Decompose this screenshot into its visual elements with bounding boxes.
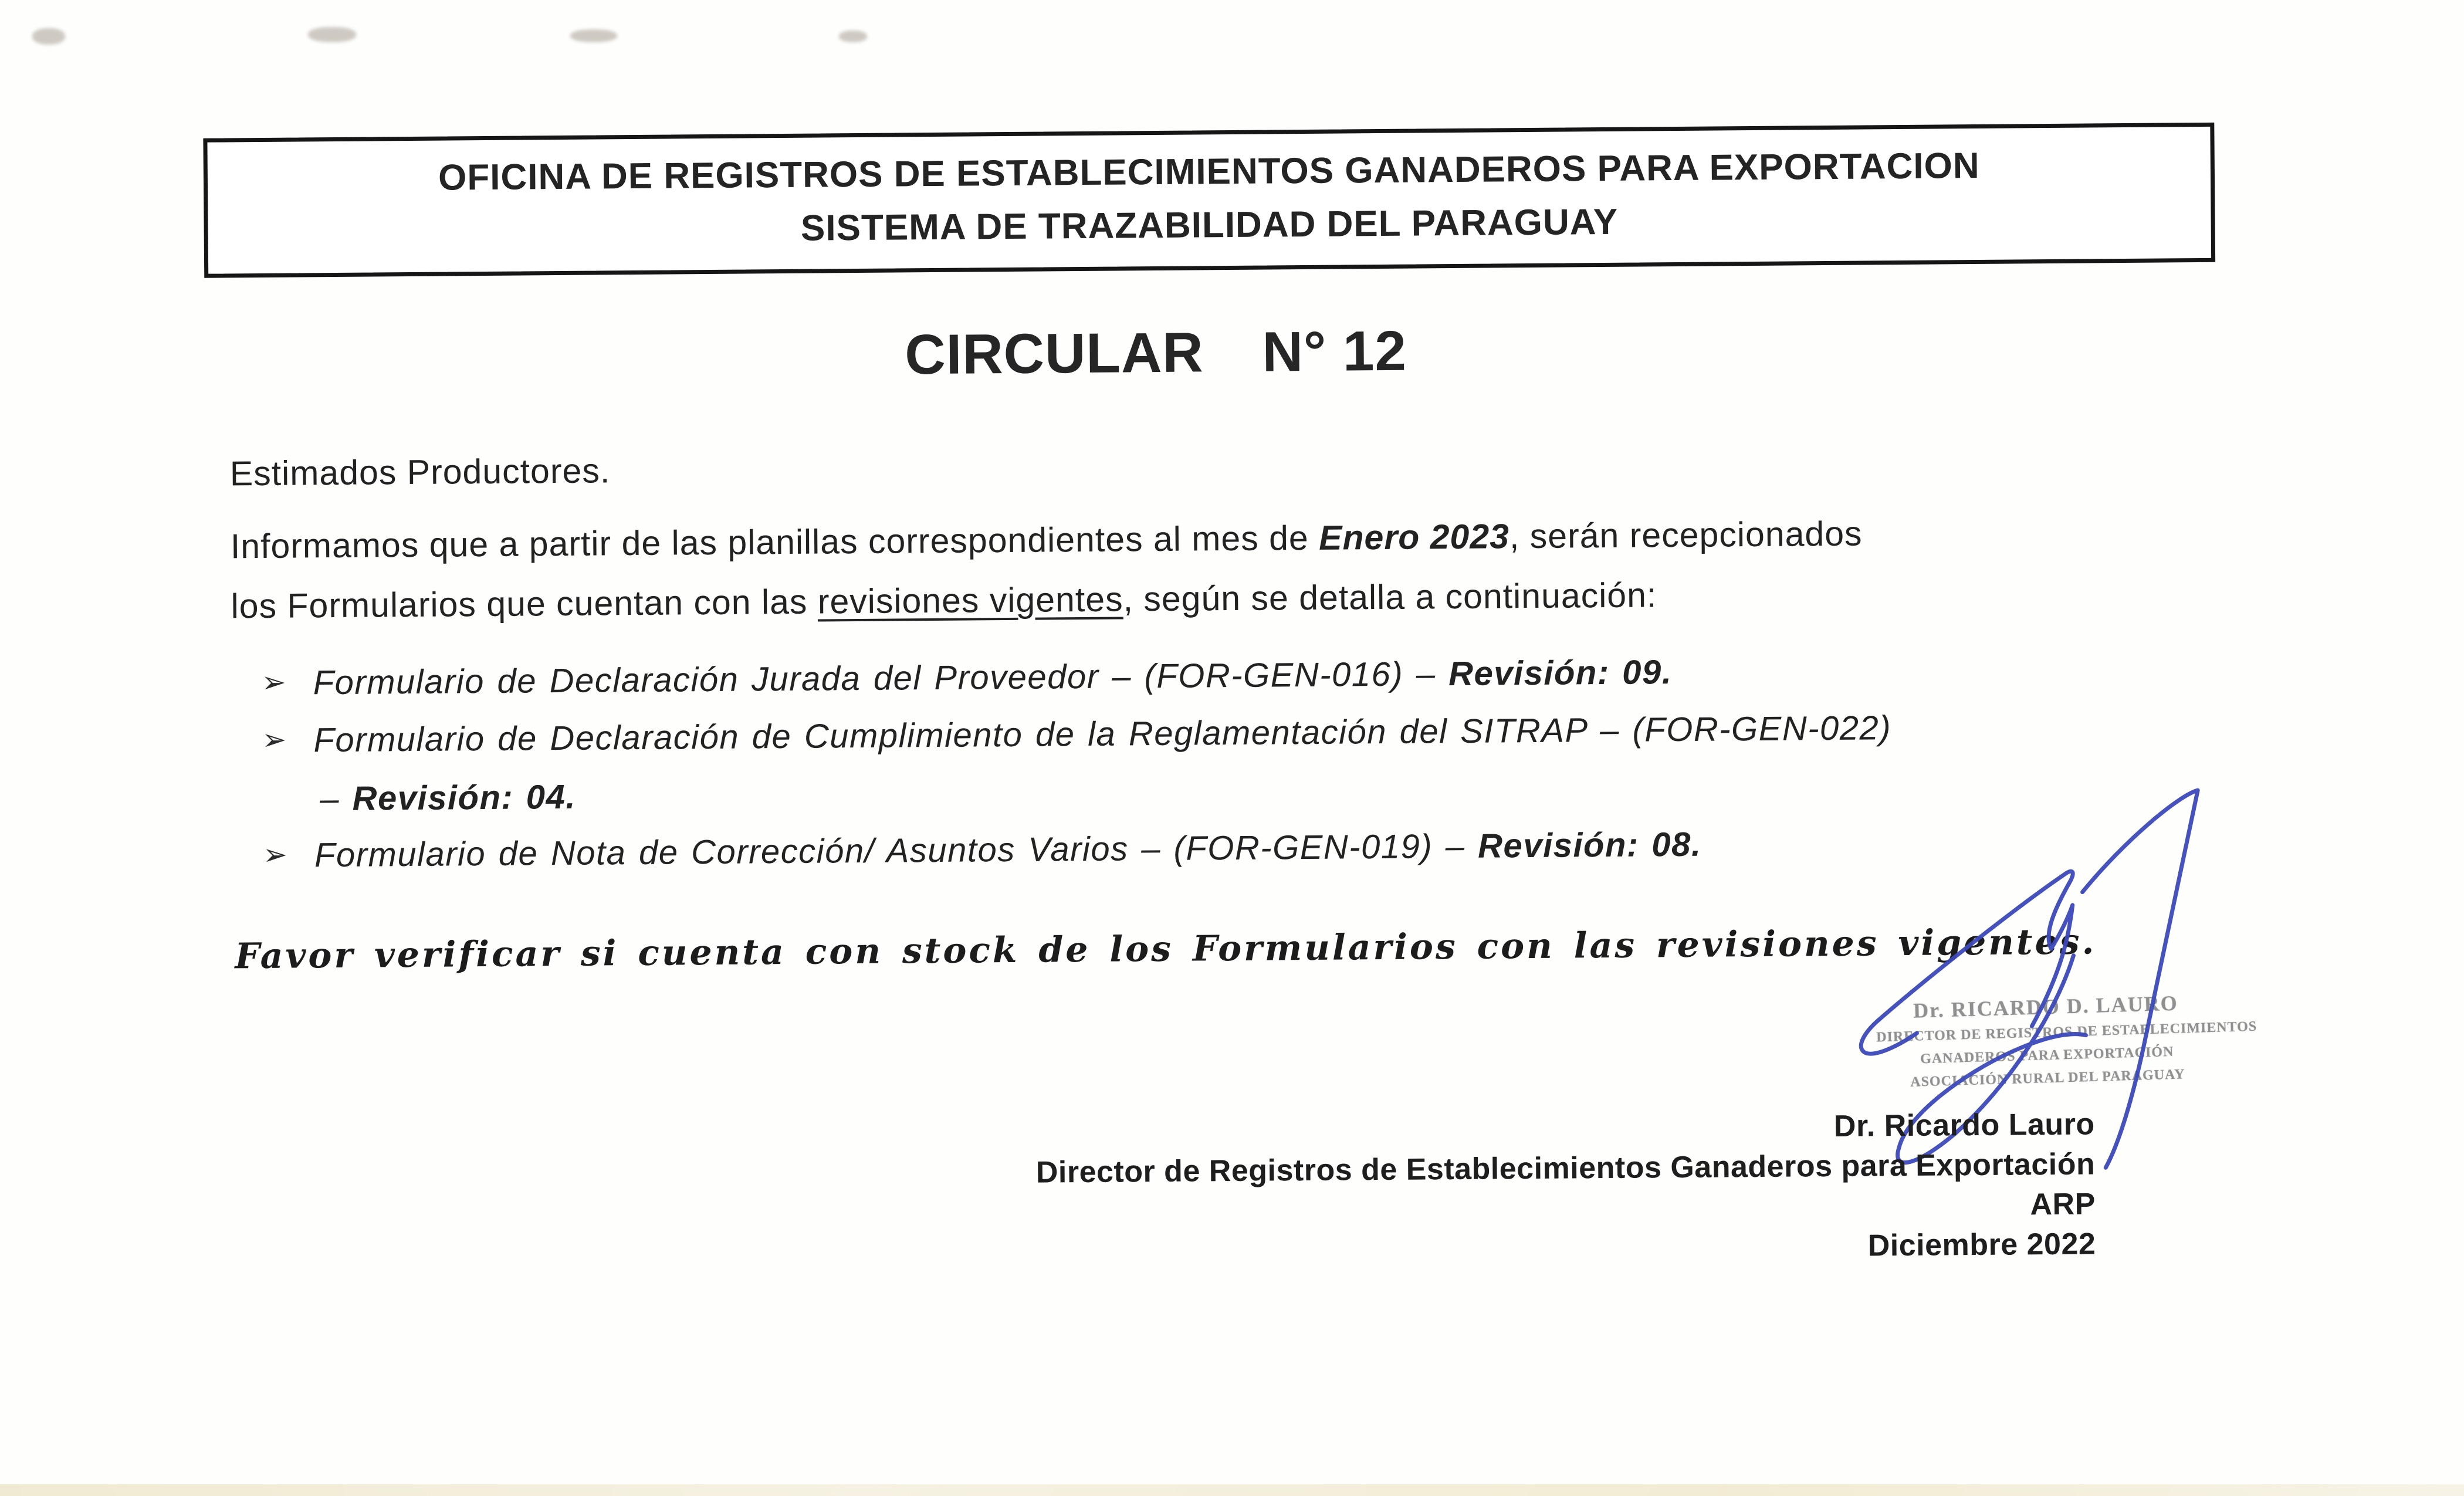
bullet-text: – — [319, 779, 353, 818]
underlined-phrase: revisiones vigentes — [817, 580, 1123, 621]
paragraph-text: , serán recepcionados — [1509, 514, 1863, 556]
circular-title-word: CIRCULAR — [904, 321, 1204, 387]
bullet-text: Formulario de Nota de Corrección/ Asuntos Varios – (FOR-GEN-019) – — [314, 827, 1478, 875]
paragraph-text: Informamos que a partir de las planillas correspondientes al mes de — [230, 518, 1319, 566]
highlight-enero-2023: Enero 2023 — [1318, 517, 1510, 557]
letterhead-box — [203, 123, 2215, 278]
circular-title-number: N° 12 — [1262, 319, 1407, 384]
signature-date: Diciembre 2022 — [1867, 1227, 2096, 1263]
bullet-item-2-line-1 — [262, 708, 1891, 760]
stamp-title-2: GANADEROS PARA EXPORTACIÓN — [1920, 1044, 2174, 1067]
circular-title-gap — [1204, 371, 1263, 372]
scan-edge-artifact — [0, 1484, 2464, 1496]
signer-name: Dr. Ricardo Lauro — [1833, 1107, 2095, 1143]
paragraph-line-2 — [231, 575, 1657, 626]
signer-org: ARP — [2030, 1187, 2096, 1222]
bullet-item-3 — [263, 825, 1702, 875]
bullet-item-1 — [261, 652, 1672, 703]
stamp-org: ASOCIACIÓN RURAL DEL PARAGUAY — [1910, 1067, 2185, 1090]
arrow-bullet-icon: ➢ — [261, 665, 287, 699]
bullet-item-2-line-2 — [320, 777, 576, 818]
paragraph-line-1 — [231, 514, 1863, 567]
stamp-name: Dr. RICARDO D. LAURO — [1913, 991, 2179, 1023]
arrow-bullet-icon: ➢ — [262, 723, 288, 756]
bullet-text: Formulario de Declaración de Cumplimiento de la Reglamentación del SITRAP – (FOR-GEN-022) — [313, 709, 1892, 760]
revision-label: Revisión: 08. — [1477, 825, 1702, 865]
letterhead-line-2: SISTEMA DE TRAZABILIDAD DEL PARAGUAY — [800, 201, 1619, 249]
revision-label: Revisión: 09. — [1448, 653, 1673, 693]
paragraph-text: los Formularios que cuentan con las — [231, 582, 818, 626]
bullet-text: Formulario de Declaración Jurada del Proveedor – (FOR-GEN-016) – — [313, 655, 1449, 702]
circular-title — [905, 319, 1407, 388]
letterhead-line-1: OFICINA DE REGISTROS DE ESTABLECIMIENTOS GANADEROS PARA EXPORTACION — [438, 145, 1980, 198]
signature-block — [589, 1104, 2096, 1275]
signer-title: Director de Registros de Establecimientos Ganaderos para Exportación — [1035, 1147, 2096, 1190]
stamp-title-1: DIRECTOR DE REGISTROS DE ESTABLECIMIENTOS — [1876, 1018, 2257, 1045]
arrow-bullet-icon: ➢ — [262, 838, 289, 871]
salutation: Estimados Productores. — [229, 451, 611, 493]
stock-notice: Favor verificar si cuenta con stock de los Formularios con las revisiones vigentes. — [235, 921, 2097, 977]
revision-label: Revisión: 04. — [352, 777, 577, 818]
paragraph-text: , según se detalla a continuación: — [1123, 576, 1657, 619]
